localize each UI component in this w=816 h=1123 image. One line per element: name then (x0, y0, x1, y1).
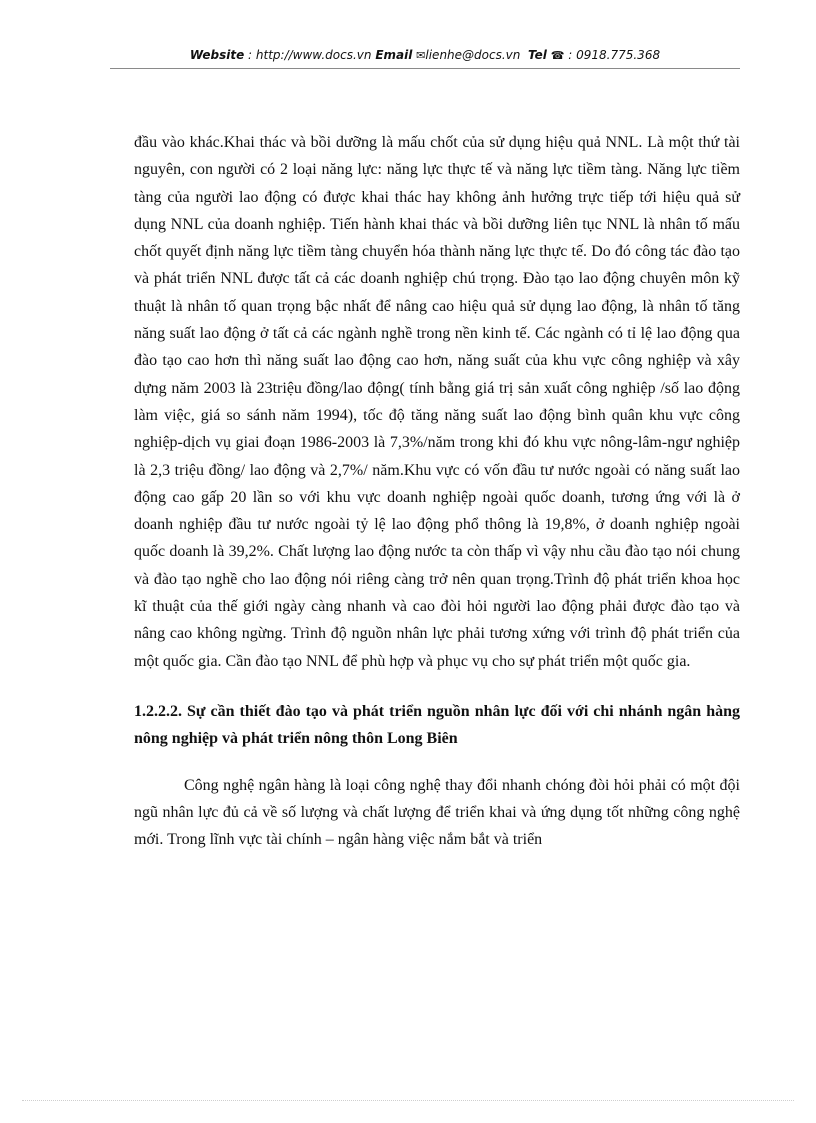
mail-icon: ✉ (416, 49, 426, 62)
email-label: Email (375, 48, 413, 62)
website-label: Website (189, 48, 245, 62)
tel-label: Tel (528, 48, 547, 62)
tel-value: 0918.775.368 (576, 48, 661, 62)
document-body (134, 129, 740, 853)
page-bottom-divider (22, 1100, 794, 1101)
website-url[interactable]: http://www.docs.vn (255, 48, 372, 62)
body-paragraph: đầu vào khác.Khai thác và bồi dưỡng là mấu chốt của sử dụng hiệu quả NNL. Là một thứ tài nguyên, con người có 2 loại năng lực: năng lực thực tế và năng lực tiềm tàng. Năng lực tiềm tàng của người lao động có được khai thác hay không ảnh hưởng trực tiếp tới hiệu quả sử dụng NNL của doanh nghiệp. Tiến hành khai thác và bồi dưỡng liên tục NNL là nhân tố mấu chốt quyết định năng lực tiềm tàng chuyển hóa thành năng lực thực tế. Do đó công tác đào tạo và phát triển NNL được tất cả các doanh nghiệp chú trọng. Đào tạo lao động chuyên môn kỹ thuật là nhân tố quan trọng bậc nhất để nâng cao hiệu quả sử dụng lao động, là nhân tố tăng năng suất lao động ở tất cả các ngành nghề trong nền kinh tế. Các ngành có tỉ lệ lao động qua đào tạo cao hơn thì năng suất lao động cao hơn, năng suất của khu vực công nghiệp và xây dựng năm 2003 là 23triệu đồng/lao động( tính bằng giá trị sản xuất công nghiệp /số lao động làm việc, giá so sánh năm 1994), tốc độ tăng năng suất lao động bình quân khu vực công nghiệp-dịch vụ giai đoạn 1986-2003 là 7,3%/năm trong khi đó khu vực nông-lâm-ngư nghiệp là 2,3 triệu đồng/ lao động và 2,7%/ năm.Khu vực có vốn đầu tư nước ngoài có năng suất lao động cao gấp 20 lần so với khu vực doanh nghiệp ngoài quốc doanh, tương ứng với là ở doanh nghiệp đầu tư nước ngoài tỷ lệ lao động phổ thông là 19,8%, ở doanh nghiệp ngoài quốc doanh là 39,2%. Chất lượng lao động nước ta còn thấp vì vậy nhu cầu đào tạo nói chung và đào tạo nghề cho lao động nói riêng càng trở nên quan trọng.Trình độ phát triển khoa học kĩ thuật của thế giới ngày càng nhanh và cao đòi hỏi người lao động phải được đào tạo và nâng cao không ngừng. Trình độ nguồn nhân lực phải tương xứng với trình độ phát triển của một quốc gia. Cần đào tạo NNL để phù hợp và phục vụ cho sự phát triển một quốc gia. (134, 134, 740, 670)
page-header (110, 46, 740, 69)
phone-icon: ☎ (550, 49, 565, 62)
section-heading: 1.2.2.2. Sự cần thiết đào tạo và phát triển nguồn nhân lực đối với chi nhánh ngân hàng nông nghiệp và phát triển nông thôn Long Biên (134, 702, 740, 748)
tel-separator: : (564, 48, 577, 62)
body-paragraph: Công nghệ ngân hàng là loại công nghệ thay đổi nhanh chóng đòi hỏi phải có một đội ngũ nhân lực đủ cả về số lượng và chất lượng để triển khai và ứng dụng tốt những công nghệ mới. Trong lĩnh vực tài chính – ngân hàng việc nắm bắt và triển (134, 776, 740, 849)
email-value[interactable]: lienhe@docs.vn (425, 48, 521, 62)
website-separator: : (244, 48, 256, 62)
